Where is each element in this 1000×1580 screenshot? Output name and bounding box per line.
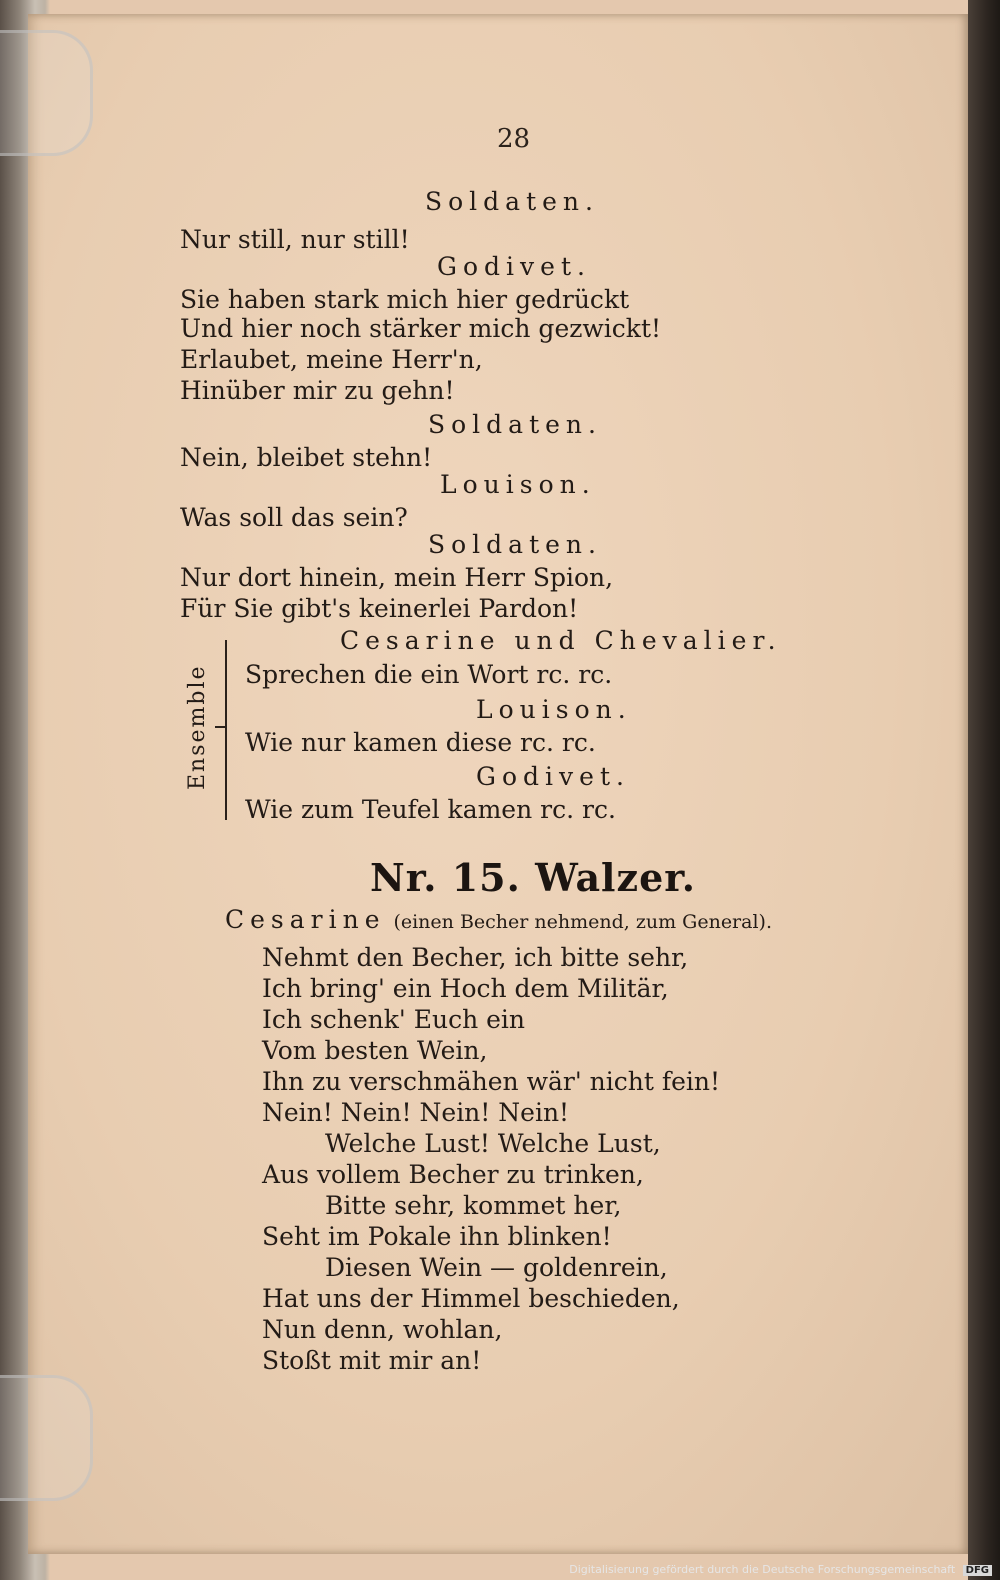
song-line: Aus vollem Becher zu trinken, [262, 1160, 644, 1189]
clip-top [0, 30, 93, 156]
page-edge [968, 0, 1000, 1580]
song-line: Welche Lust! Welche Lust, [325, 1129, 661, 1158]
clip-bottom [0, 1375, 93, 1501]
speaker-line: Godivet. [476, 762, 630, 791]
speaker-line: Godivet. [437, 252, 591, 281]
speaker-line: Soldaten. [428, 530, 602, 559]
verse-line: Wie nur kamen diese rc. rc. [245, 728, 596, 757]
verse-line: Nur still, nur still! [180, 225, 410, 254]
verse-line: Für Sie gibt's keinerlei Pardon! [180, 594, 579, 623]
song-line: Stoßt mit mir an! [262, 1346, 482, 1375]
song-line: Vom besten Wein, [262, 1036, 488, 1065]
digitization-footer [569, 1563, 992, 1576]
ensemble-brace [225, 640, 237, 820]
verse-line: Sprechen die ein Wort rc. rc. [245, 660, 613, 689]
song-line: Ihn zu verschmähen wär' nicht fein! [262, 1067, 721, 1096]
speaker-line: Louison. [440, 470, 596, 499]
stage-direction: (einen Becher nehmend, zum General). [393, 911, 772, 933]
song-speaker: Cesarine [225, 905, 386, 934]
page-number: 28 [497, 124, 531, 154]
song-line: Diesen Wein — goldenrein, [325, 1253, 668, 1282]
song-line: Ich bring' ein Hoch dem Militär, [262, 974, 669, 1003]
speaker-line: Louison. [476, 695, 632, 724]
song-line: Seht im Pokale ihn blinken! [262, 1222, 612, 1251]
verse-line: Hinüber mir zu gehn! [180, 376, 455, 405]
song-line: Hat uns der Himmel beschieden, [262, 1284, 680, 1313]
speaker-line: Cesarine und Chevalier. [340, 626, 782, 655]
song-line: Bitte sehr, kommet her, [325, 1191, 622, 1220]
verse-line: Nur dort hinein, mein Herr Spion, [180, 563, 614, 592]
verse-line: Nein, bleibet stehn! [180, 443, 433, 472]
verse-line: Was soll das sein? [180, 503, 408, 532]
verse-line: Erlaubet, meine Herr'n, [180, 345, 483, 374]
song-line: Nein! Nein! Nein! Nein! [262, 1098, 570, 1127]
song-line: Ich schenk' Euch ein [262, 1005, 526, 1034]
section-heading: Nr. 15. Walzer. [370, 855, 697, 900]
song-line: Nehmt den Becher, ich bitte sehr, [262, 943, 689, 972]
verse-line: Und hier noch stärker mich gezwickt! [180, 314, 662, 343]
ensemble-label: Ensemble [185, 664, 210, 790]
speaker-line: Soldaten. [425, 187, 599, 216]
verse-line: Sie haben stark mich hier gedrückt [180, 285, 630, 314]
song-speaker-line [225, 905, 772, 934]
speaker-line: Soldaten. [428, 410, 602, 439]
verse-line: Wie zum Teufel kamen rc. rc. [245, 795, 616, 824]
footer-text: Digitalisierung gefördert durch die Deutsche Forschungsgemeinschaft [569, 1563, 956, 1576]
song-line: Nun denn, wohlan, [262, 1315, 503, 1344]
dfg-logo: DFG [963, 1565, 992, 1576]
